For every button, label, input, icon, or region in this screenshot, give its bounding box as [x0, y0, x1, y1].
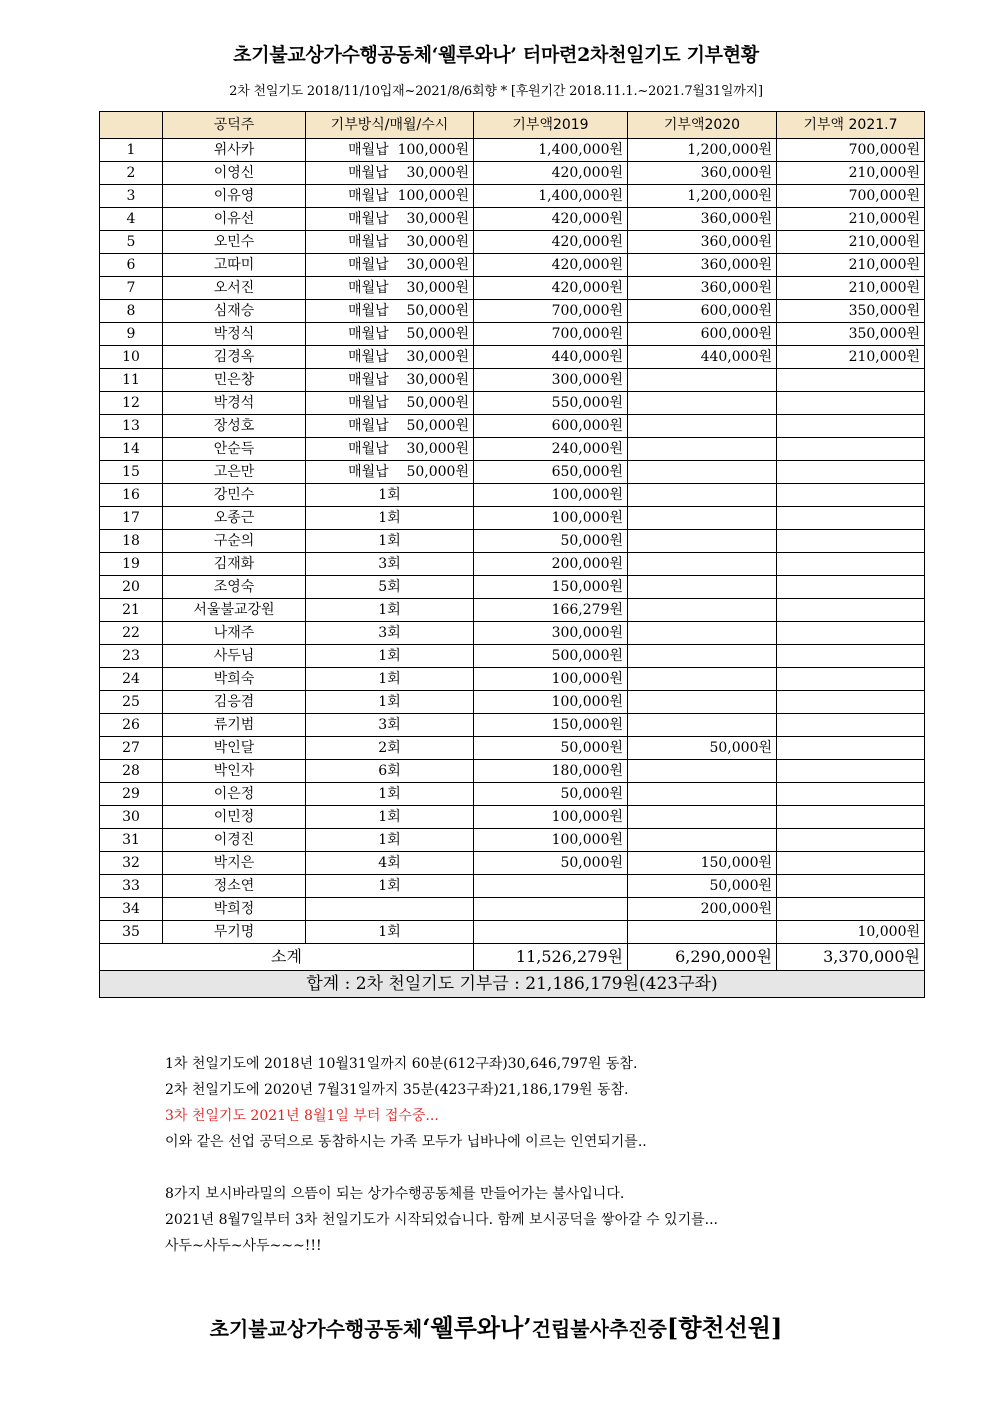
row-number: 18: [100, 530, 163, 553]
amount-2019: 420,000원: [474, 254, 628, 277]
donor-name: 사두님: [163, 645, 306, 668]
donation-method: 1회: [306, 484, 474, 507]
amount-2020: [628, 806, 777, 829]
table-row: [100, 162, 925, 185]
amount-2020: 360,000원: [628, 162, 777, 185]
row-number: 32: [100, 852, 163, 875]
amount-2019: 150,000원: [474, 576, 628, 599]
table-row: [100, 898, 925, 921]
table-row: [100, 714, 925, 737]
table-row: [100, 645, 925, 668]
donor-name: 박경석: [163, 392, 306, 415]
amount-2020: [628, 530, 777, 553]
table-row: [100, 668, 925, 691]
footer-signature: [0, 1308, 992, 1343]
note-line: 8가지 보시바라밀의 으뜸이 되는 상가수행공동체를 만들어가는 불사입니다.: [165, 1186, 625, 1202]
header-donor: 공덕주: [163, 112, 306, 139]
amount-2020: [628, 668, 777, 691]
amount-2019: 300,000원: [474, 622, 628, 645]
document-subtitle: 2차 천일기도 2018/11/10입재~2021/8/6회향 * [후원기간 2018.11.1.~2021.7월31일까지]: [229, 84, 763, 99]
amount-2019: 50,000원: [474, 530, 628, 553]
amount-2019: 420,000원: [474, 277, 628, 300]
amount-2020: [628, 599, 777, 622]
grand-total-text: 합계 : 2차 천일기도 기부금 : 21,186,179원(423구좌): [100, 971, 925, 998]
donor-name: 심재승: [163, 300, 306, 323]
donor-name: 민은창: [163, 369, 306, 392]
donor-name: 고따미: [163, 254, 306, 277]
amount-2019: 100,000원: [474, 668, 628, 691]
row-number: 28: [100, 760, 163, 783]
table-row: [100, 277, 925, 300]
amount-2019: 420,000원: [474, 162, 628, 185]
donation-method: 1회: [306, 875, 474, 898]
amount-2020: [628, 783, 777, 806]
amount-2020: [628, 415, 777, 438]
row-number: 6: [100, 254, 163, 277]
row-number: 17: [100, 507, 163, 530]
table-row: [100, 622, 925, 645]
donation-method: 매월납 50,000원: [306, 300, 474, 323]
amount-2019: 420,000원: [474, 208, 628, 231]
table-row: [100, 507, 925, 530]
amount-2019: 440,000원: [474, 346, 628, 369]
donation-method: 매월납 50,000원: [306, 415, 474, 438]
amount-2021: [777, 622, 925, 645]
table-row: [100, 461, 925, 484]
row-number: 10: [100, 346, 163, 369]
table-row: [100, 369, 925, 392]
row-number: 2: [100, 162, 163, 185]
amount-2020: [628, 622, 777, 645]
amount-2020: [628, 438, 777, 461]
donor-name: 박지은: [163, 852, 306, 875]
amount-2021: [777, 507, 925, 530]
row-number: 34: [100, 898, 163, 921]
table-row: [100, 576, 925, 599]
amount-2021: [777, 691, 925, 714]
donation-method: 매월납 30,000원: [306, 369, 474, 392]
amount-2020: 360,000원: [628, 254, 777, 277]
row-number: 7: [100, 277, 163, 300]
row-number: 1: [100, 139, 163, 162]
amount-2019: 50,000원: [474, 737, 628, 760]
amount-2019: 700,000원: [474, 300, 628, 323]
amount-2021: 10,000원: [777, 921, 925, 944]
amount-2020: 360,000원: [628, 231, 777, 254]
header-method: 기부방식/매월/수시: [306, 112, 474, 139]
donor-name: 안순득: [163, 438, 306, 461]
header-amount-2020: 기부액2020: [628, 112, 777, 139]
note-line: 2021년 8월7일부터 3차 천일기도가 시작되었습니다. 함께 보시공덕을 쌓아갈 수 있기를...: [165, 1212, 718, 1228]
amount-2020: [628, 461, 777, 484]
table-row: [100, 783, 925, 806]
donation-method: 1회: [306, 530, 474, 553]
amount-2020: 200,000원: [628, 898, 777, 921]
table-row: [100, 323, 925, 346]
amount-2019: 166,279원: [474, 599, 628, 622]
row-number: 23: [100, 645, 163, 668]
amount-2021: 210,000원: [777, 162, 925, 185]
donation-method: 3회: [306, 553, 474, 576]
donation-method: 매월납 50,000원: [306, 323, 474, 346]
amount-2019: 650,000원: [474, 461, 628, 484]
amount-2021: [777, 898, 925, 921]
amount-2019: 1,400,000원: [474, 185, 628, 208]
amount-2021: [777, 760, 925, 783]
donation-method: 4회: [306, 852, 474, 875]
donation-method: 매월납 100,000원: [306, 185, 474, 208]
donor-name: 장성호: [163, 415, 306, 438]
amount-2020: 600,000원: [628, 300, 777, 323]
row-number: 15: [100, 461, 163, 484]
donor-name: 오민수: [163, 231, 306, 254]
donor-name: 박희정: [163, 898, 306, 921]
donation-method: 매월납 50,000원: [306, 461, 474, 484]
amount-2020: [628, 691, 777, 714]
amount-2020: 1,200,000원: [628, 185, 777, 208]
amount-2020: 360,000원: [628, 277, 777, 300]
footer-name: ‘웰루와나’: [422, 1313, 532, 1342]
amount-2021: [777, 737, 925, 760]
table-row: [100, 875, 925, 898]
row-number: 31: [100, 829, 163, 852]
donor-name: 류기범: [163, 714, 306, 737]
amount-2021: [777, 668, 925, 691]
subtotal-2019: 11,526,279원: [474, 944, 628, 971]
amount-2021: [777, 484, 925, 507]
amount-2020: [628, 921, 777, 944]
row-number: 8: [100, 300, 163, 323]
row-number: 12: [100, 392, 163, 415]
footer-temple: [향천선원]: [666, 1313, 783, 1342]
amount-2019: 300,000원: [474, 369, 628, 392]
donor-name: 위사카: [163, 139, 306, 162]
donation-method: 매월납 30,000원: [306, 208, 474, 231]
amount-2020: 440,000원: [628, 346, 777, 369]
donation-method: 6회: [306, 760, 474, 783]
donation-method: 매월납 30,000원: [306, 346, 474, 369]
donation-method: 5회: [306, 576, 474, 599]
table-row: [100, 346, 925, 369]
donor-name: 나재주: [163, 622, 306, 645]
amount-2019: [474, 898, 628, 921]
row-number: 3: [100, 185, 163, 208]
donor-name: 김경옥: [163, 346, 306, 369]
amount-2020: [628, 392, 777, 415]
donor-name: 고은만: [163, 461, 306, 484]
donor-name: 이유영: [163, 185, 306, 208]
amount-2019: 100,000원: [474, 806, 628, 829]
donor-name: 이경진: [163, 829, 306, 852]
table-row: [100, 139, 925, 162]
table-row: [100, 415, 925, 438]
amount-2020: [628, 714, 777, 737]
row-number: 14: [100, 438, 163, 461]
donation-method: 1회: [306, 806, 474, 829]
amount-2020: [628, 829, 777, 852]
document-title: 초기불교상가수행공동체‘웰루와나’ 터마련2차천일기도 기부현황: [233, 44, 759, 66]
table-row: [100, 553, 925, 576]
subtotal-label: 소계: [100, 944, 474, 971]
amount-2021: [777, 645, 925, 668]
amount-2021: 210,000원: [777, 254, 925, 277]
amount-2019: 700,000원: [474, 323, 628, 346]
amount-2021: [777, 829, 925, 852]
donation-method: 1회: [306, 599, 474, 622]
amount-2021: [777, 599, 925, 622]
table-row: [100, 760, 925, 783]
amount-2021: 210,000원: [777, 277, 925, 300]
donation-method: 매월납 30,000원: [306, 254, 474, 277]
note-line: 1차 천일기도에 2018년 10월31일까지 60분(612구좌)30,646,797원 동참.: [165, 1056, 638, 1072]
amount-2020: 50,000원: [628, 875, 777, 898]
row-number: 35: [100, 921, 163, 944]
table-header-row: [100, 112, 925, 139]
table-row: [100, 254, 925, 277]
donor-name: 김재화: [163, 553, 306, 576]
amount-2020: 360,000원: [628, 208, 777, 231]
amount-2020: [628, 369, 777, 392]
amount-2019: 50,000원: [474, 852, 628, 875]
row-number: 30: [100, 806, 163, 829]
note-spacer: [165, 1155, 925, 1181]
note-line: 사두~사두~사두~~~!!!: [165, 1238, 322, 1254]
amount-2021: [777, 530, 925, 553]
donation-method: 매월납 30,000원: [306, 231, 474, 254]
amount-2021: 700,000원: [777, 185, 925, 208]
amount-2019: 100,000원: [474, 484, 628, 507]
note-line: 2차 천일기도에 2020년 7월31일까지 35분(423구좌)21,186,179원 동참.: [165, 1082, 629, 1098]
subtotal-2021: 3,370,000원: [777, 944, 925, 971]
amount-2020: [628, 645, 777, 668]
row-number: 5: [100, 231, 163, 254]
amount-2019: 500,000원: [474, 645, 628, 668]
table-row: [100, 737, 925, 760]
amount-2019: 240,000원: [474, 438, 628, 461]
amount-2021: [777, 553, 925, 576]
table-row: [100, 806, 925, 829]
row-number: 20: [100, 576, 163, 599]
amount-2021: [777, 369, 925, 392]
donation-method: 1회: [306, 507, 474, 530]
amount-2019: [474, 875, 628, 898]
notes-section: [165, 1051, 925, 1259]
header-amount-2021: 기부액 2021.7: [777, 112, 925, 139]
amount-2021: [777, 783, 925, 806]
table-row: [100, 392, 925, 415]
donor-name: 정소연: [163, 875, 306, 898]
amount-2020: [628, 507, 777, 530]
donor-name: 오종근: [163, 507, 306, 530]
row-number: 22: [100, 622, 163, 645]
subtotal-2020: 6,290,000원: [628, 944, 777, 971]
footer-org: 초기불교상가수행공동체: [209, 1317, 423, 1341]
table-row: [100, 185, 925, 208]
donor-name: 오서진: [163, 277, 306, 300]
table-row: [100, 599, 925, 622]
amount-2021: 210,000원: [777, 231, 925, 254]
amount-2019: [474, 921, 628, 944]
donation-method: 매월납 30,000원: [306, 162, 474, 185]
row-number: 26: [100, 714, 163, 737]
donation-method: 1회: [306, 921, 474, 944]
amount-2019: 550,000원: [474, 392, 628, 415]
amount-2019: 150,000원: [474, 714, 628, 737]
amount-2019: 600,000원: [474, 415, 628, 438]
donor-name: 무기명: [163, 921, 306, 944]
donor-name: 이유선: [163, 208, 306, 231]
amount-2019: 100,000원: [474, 507, 628, 530]
amount-2021: 700,000원: [777, 139, 925, 162]
amount-2019: 420,000원: [474, 231, 628, 254]
amount-2020: [628, 576, 777, 599]
table-row: [100, 921, 925, 944]
amount-2021: 210,000원: [777, 208, 925, 231]
donation-table: [99, 111, 925, 998]
amount-2021: [777, 392, 925, 415]
row-number: 9: [100, 323, 163, 346]
table-row: [100, 530, 925, 553]
amount-2020: 600,000원: [628, 323, 777, 346]
amount-2021: [777, 714, 925, 737]
grand-total-row: [100, 971, 925, 998]
donation-method: 1회: [306, 783, 474, 806]
amount-2021: 350,000원: [777, 300, 925, 323]
row-number: 11: [100, 369, 163, 392]
amount-2021: [777, 875, 925, 898]
row-number: 33: [100, 875, 163, 898]
donation-method: 매월납 100,000원: [306, 139, 474, 162]
donation-method: 매월납 50,000원: [306, 392, 474, 415]
row-number: 25: [100, 691, 163, 714]
donor-name: 이민정: [163, 806, 306, 829]
row-number: 29: [100, 783, 163, 806]
amount-2019: 1,400,000원: [474, 139, 628, 162]
donation-method: 3회: [306, 714, 474, 737]
table-row: [100, 231, 925, 254]
amount-2020: 150,000원: [628, 852, 777, 875]
table-row: [100, 829, 925, 852]
table-row: [100, 484, 925, 507]
donor-name: 박정식: [163, 323, 306, 346]
amount-2020: 1,200,000원: [628, 139, 777, 162]
amount-2019: 100,000원: [474, 691, 628, 714]
row-number: 27: [100, 737, 163, 760]
donor-name: 박희숙: [163, 668, 306, 691]
table-row: [100, 300, 925, 323]
amount-2021: 210,000원: [777, 346, 925, 369]
donor-name: 이영신: [163, 162, 306, 185]
donation-method: 1회: [306, 645, 474, 668]
amount-2021: [777, 461, 925, 484]
donation-method: 매월납 30,000원: [306, 438, 474, 461]
donation-method: 1회: [306, 668, 474, 691]
donor-name: 박인달: [163, 737, 306, 760]
amount-2019: 100,000원: [474, 829, 628, 852]
row-number: 4: [100, 208, 163, 231]
donor-name: 조영숙: [163, 576, 306, 599]
footer-project: 건립불사추진중: [531, 1317, 667, 1341]
header-number: [100, 112, 163, 139]
donation-method: 1회: [306, 691, 474, 714]
amount-2021: [777, 852, 925, 875]
amount-2021: [777, 438, 925, 461]
amount-2020: [628, 484, 777, 507]
amount-2019: 180,000원: [474, 760, 628, 783]
row-number: 19: [100, 553, 163, 576]
donor-name: 박인자: [163, 760, 306, 783]
donation-method: [306, 898, 474, 921]
donor-name: 이은정: [163, 783, 306, 806]
amount-2021: [777, 806, 925, 829]
donation-method: 3회: [306, 622, 474, 645]
header-amount-2019: 기부액2019: [474, 112, 628, 139]
table-row: [100, 691, 925, 714]
donation-method: 2회: [306, 737, 474, 760]
donation-method: 매월납 30,000원: [306, 277, 474, 300]
amount-2020: [628, 760, 777, 783]
table-row: [100, 438, 925, 461]
row-number: 13: [100, 415, 163, 438]
amount-2021: [777, 576, 925, 599]
donor-name: 김응겸: [163, 691, 306, 714]
row-number: 16: [100, 484, 163, 507]
donor-name: 구순의: [163, 530, 306, 553]
amount-2021: [777, 415, 925, 438]
amount-2021: 350,000원: [777, 323, 925, 346]
amount-2019: 50,000원: [474, 783, 628, 806]
amount-2019: 200,000원: [474, 553, 628, 576]
row-number: 21: [100, 599, 163, 622]
donor-name: 서울불교강원: [163, 599, 306, 622]
table-row: [100, 852, 925, 875]
table-row: [100, 208, 925, 231]
subtotal-row: [100, 944, 925, 971]
row-number: 24: [100, 668, 163, 691]
donor-name: 강민수: [163, 484, 306, 507]
note-line-highlight: 3차 천일기도 2021년 8월1일 부터 접수중...: [165, 1108, 439, 1124]
donation-method: 1회: [306, 829, 474, 852]
amount-2020: 50,000원: [628, 737, 777, 760]
amount-2020: [628, 553, 777, 576]
note-line: 이와 같은 선업 공덕으로 동참하시는 가족 모두가 닙바나에 이르는 인연되기를..: [165, 1134, 647, 1150]
